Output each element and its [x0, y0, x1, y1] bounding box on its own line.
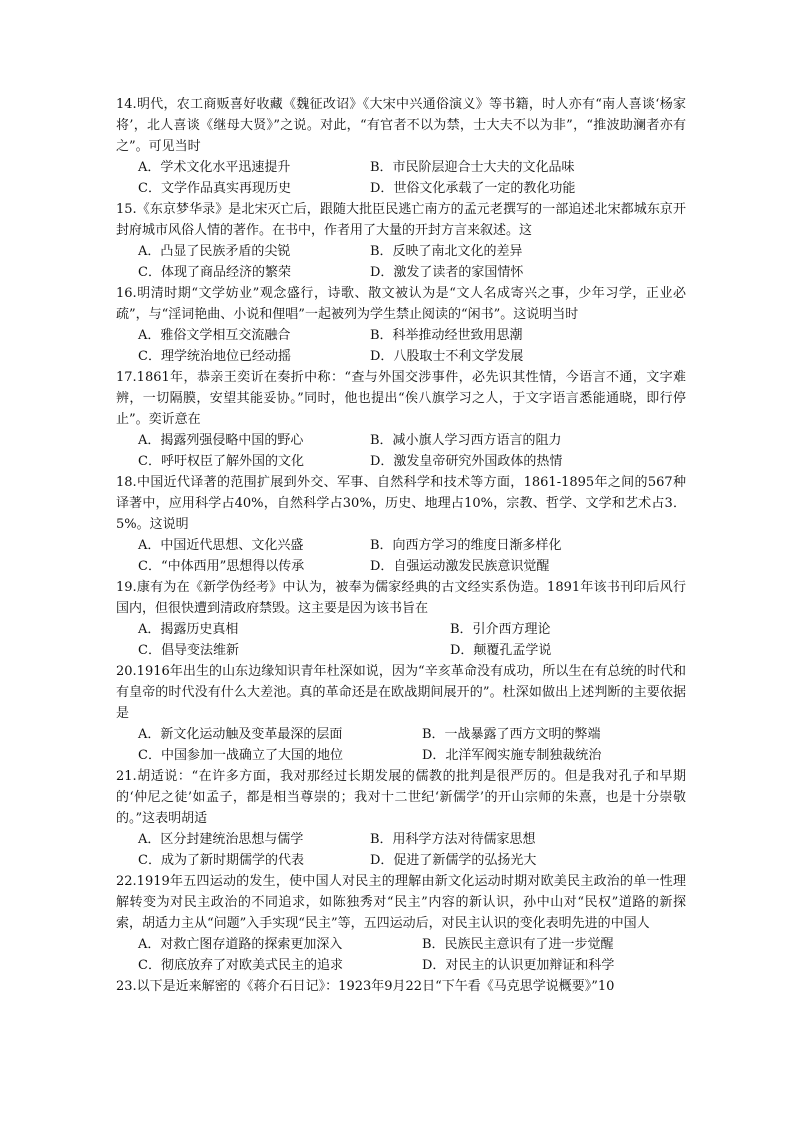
question-stem: 21.胡适说：“在许多方面，我对那经过长期发展的儒教的批判是很严厉的。但是我对孔子和早期的‘仲尼之徒’如孟子，都是相当尊崇的；我对十二世纪‘新儒学’的开山宗师的朱熹，也是十分崇敬的。”这表明胡适	[116, 769, 686, 826]
question-stem: 17.1861年，恭亲王奕䜣在奏折中称：“查与外国交涉事件，必先识其性情，今语言不通，文字难辨，一切隔膜，安望其能妥协。”同时，他也提出“俟八旗学习之人，于文字语言悉能通晓，即行停止”。奕䜣意在	[116, 370, 686, 427]
question-stem: 16.明清时期“文学妨业”观念盛行，诗歌、散文被认为是“文人名成寄兴之事，少年习学，正业必疏”，与“淫词艳曲、小说和俚唱”一起被列为学生禁止阅读的“闲书”。这说明当时	[116, 286, 686, 322]
question-stem: 18.中国近代译著的范围扩展到外交、军事、自然科学和技术等方面，1861-1895年之间的567种译著中，应用科学占40%，自然科学占30%，历史、地理占10%，宗教、哲学、文学和艺术占3．5%。这说明	[116, 475, 686, 532]
option-d: D．世俗文化承载了一定的教化功能	[370, 181, 576, 196]
option-b: B．民族民主意识有了进一步觉醒	[422, 937, 614, 952]
question-17	[116, 367, 686, 472]
option-d: D．北洋军阀实施专制独裁统治	[422, 748, 602, 763]
option-b: B．科举推动经世致用思潮	[370, 328, 523, 343]
option-c: C．中国参加一战确立了大国的地位	[138, 748, 343, 763]
question-stem: 23.以下是近来解密的《蒋介石日记》：1923年9月22日“下午看《马克思学说概要》”10	[116, 979, 615, 994]
question-stem: 19.康有为在《新学伪经考》中认为，被奉为儒家经典的古文经实系伪造。1891年该书刊印后风行国内，但很快遭到清政府禁毁。这主要是因为该书旨在	[116, 580, 686, 616]
question-23	[116, 976, 686, 997]
option-b: B．引介西方理论	[450, 622, 551, 637]
option-c: C．呼吁权臣了解外国的文化	[138, 454, 304, 469]
options	[116, 241, 686, 283]
option-a: A．对救亡图存道路的探索更加深入	[138, 937, 343, 952]
option-a: A．凸显了民族矛盾的尖锐	[138, 244, 291, 259]
option-b: B．向西方学习的维度日渐多样化	[370, 538, 562, 553]
question-19	[116, 577, 686, 661]
option-a: A．中国近代思想、文化兴盛	[138, 538, 304, 553]
option-d: D．激发皇帝研究外国政体的热情	[370, 454, 563, 469]
option-b: B．市民阶层迎合士大夫的文化品味	[370, 160, 575, 175]
option-d: D．颠覆孔孟学说	[450, 643, 552, 658]
option-b: B．一战暴露了西方文明的弊端	[422, 727, 601, 742]
option-d: D．激发了读者的家国情怀	[370, 265, 524, 280]
question-16	[116, 283, 686, 367]
option-c: C．成为了新时期儒学的代表	[138, 853, 304, 868]
option-c: C．彻底放弃了对欧美式民主的追求	[138, 958, 343, 973]
options	[116, 619, 686, 661]
option-d: D．八股取士不利文学发展	[370, 349, 524, 364]
option-d: D．对民主的认识更加辩证和科学	[422, 958, 615, 973]
option-a: A．新文化运动触及变革最深的层面	[138, 727, 343, 742]
option-d: D．自强运动激发民族意识觉醒	[370, 559, 550, 574]
option-a: A．雅俗文学相互交流融合	[138, 328, 291, 343]
option-c: C．理学统治地位已经动摇	[138, 349, 291, 364]
question-stem: 14.明代，农工商贩喜好收藏《魏征改诏》《大宋中兴通俗演义》等书籍，时人亦有“南人喜谈‘杨家将’，北人喜谈《继母大贤》”之说。对此，“有官者不以为禁，士大夫不以为非”，“推波助澜者亦有之”。可见当时	[116, 97, 686, 154]
question-stem: 20.1916年出生的山东边缘知识青年杜深如说，因为“辛亥革命没有成功，所以生在有总统的时代和有皇帝的时代没有什么大差池。真的革命还是在欧战期间展开的”。杜深如做出上述判断的主要依据是	[116, 664, 686, 721]
option-b: B．用科学方法对待儒家思想	[370, 832, 536, 847]
option-c: C．倡导变法维新	[138, 643, 239, 658]
options	[116, 157, 686, 199]
options	[116, 829, 686, 871]
option-c: C．体现了商品经济的繁荣	[138, 265, 291, 280]
option-a: A．揭露列强侵略中国的野心	[138, 433, 304, 448]
option-b: B．反映了南北文化的差异	[370, 244, 523, 259]
question-15	[116, 199, 686, 283]
question-22	[116, 871, 686, 976]
option-c: C．文学作品真实再现历史	[138, 181, 291, 196]
question-21	[116, 766, 686, 871]
option-a: A．学术文化水平迅速提升	[138, 160, 291, 175]
question-stem: 22.1919年五四运动的发生，使中国人对民主的理解由新文化运动时期对欧美民主政治的单一性理解转变为对民主政治的不同追求，如陈独秀对“民主”内容的新认识，孙中山对“民权”道路的新探索，胡适力主从“问题”入手实现“民主”等，五四运动后，对民主认识的变化表明先进的中国人	[116, 874, 686, 931]
option-a: A．区分封建统治思想与儒学	[138, 832, 304, 847]
options	[116, 430, 686, 472]
options	[116, 934, 686, 976]
option-b: B．减小旗人学习西方语言的阻力	[370, 433, 562, 448]
question-18	[116, 472, 686, 577]
options	[116, 325, 686, 367]
options	[116, 535, 686, 577]
exam-page	[116, 94, 686, 997]
option-a: A．揭露历史真相	[138, 622, 239, 637]
question-20	[116, 661, 686, 766]
options	[116, 724, 686, 766]
question-14	[116, 94, 686, 199]
option-c: C．“中体西用”思想得以传承	[138, 559, 305, 574]
question-stem: 15.《东京梦华录》是北宋灭亡后，跟随大批臣民逃亡南方的孟元老撰写的一部追述北宋都城东京开封府城市风俗人情的著作。在书中，作者用了大量的开封方言来叙述。这	[116, 202, 686, 238]
option-d: D．促进了新儒学的弘扬光大	[370, 853, 537, 868]
